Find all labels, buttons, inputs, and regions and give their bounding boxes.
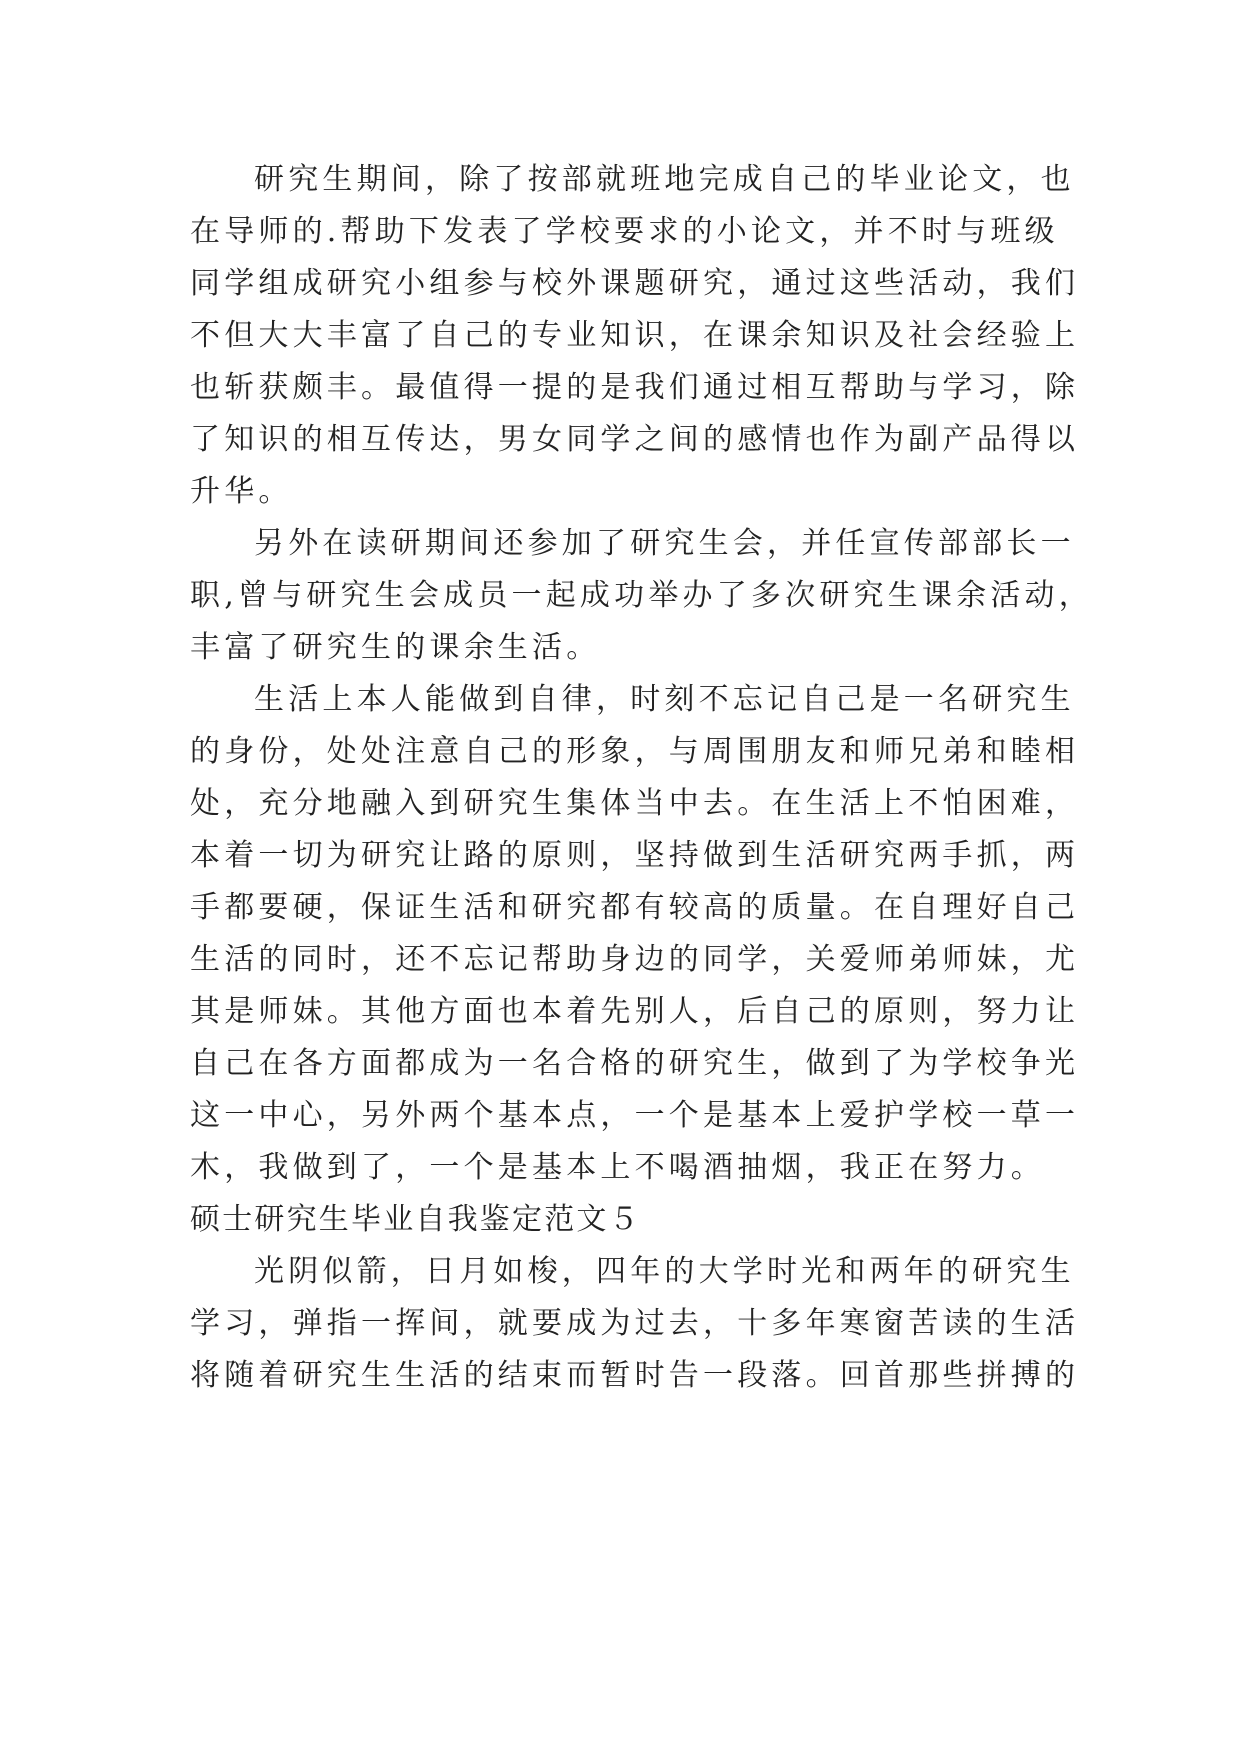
paragraph-4-line-3: 将随着研究生生活的结束而暂时告一段落。回首那些拼搏的: [190, 1358, 1080, 1393]
paragraph-1-line-2: 在导师的.帮助下发表了学校要求的小论文，并不时与班级: [190, 214, 1059, 249]
paragraph-1-line-4: 不但大大丰富了自己的专业知识，在课余知识及社会经验上: [190, 318, 1080, 353]
paragraph-3-line-10: 木，我做到了，一个是基本上不喝酒抽烟，我正在努力。: [190, 1150, 1045, 1185]
paragraph-3-line-3: 处，充分地融入到研究生集体当中去。在生活上不怕困难，: [190, 786, 1080, 821]
paragraph-1-line-6: 了知识的相互传达，男女同学之间的感情也作为副产品得以: [190, 422, 1080, 457]
paragraph-3-line-6: 生活的同时，还不忘记帮助身边的同学，关爱师弟师妹，尤: [190, 942, 1080, 977]
paragraph-3-line-8: 自己在各方面都成为一名合格的研究生，做到了为学校争光: [190, 1046, 1080, 1081]
paragraph-4-line-2: 学习，弹指一挥间，就要成为过去，十多年寒窗苦读的生活: [190, 1306, 1080, 1341]
paragraph-3-line-1: 生活上本人能做到自律，时刻不忘记自己是一名研究生: [254, 682, 1075, 717]
paragraph-3-line-7: 其是师妹。其他方面也本着先别人，后自己的原则，努力让: [190, 994, 1080, 1029]
paragraph-3-line-2: 的身份，处处注意自己的形象，与周围朋友和师兄弟和睦相: [190, 734, 1080, 769]
section-heading: 硕士研究生毕业自我鉴定范文５: [190, 1202, 641, 1237]
paragraph-1-line-3: 同学组成研究小组参与校外课题研究，通过这些活动，我们: [190, 266, 1080, 301]
paragraph-3-line-9: 这一中心，另外两个基本点，一个是基本上爱护学校一草一: [190, 1098, 1080, 1133]
paragraph-4-line-1: 光阴似箭，日月如梭，四年的大学时光和两年的研究生: [254, 1254, 1075, 1289]
paragraph-3-line-4: 本着一切为研究让路的原则，坚持做到生活研究两手抓，两: [190, 838, 1080, 873]
paragraph-2-line-3: 丰富了研究生的课余生活。: [190, 630, 601, 665]
paragraph-3-line-5: 手都要硬，保证生活和研究都有较高的质量。在自理好自己: [190, 890, 1080, 925]
paragraph-1-line-1: 研究生期间，除了按部就班地完成自己的毕业论文，也: [254, 162, 1075, 197]
paragraph-1-line-5: 也斩获颇丰。最值得一提的是我们通过相互帮助与学习，除: [190, 370, 1080, 405]
paragraph-2-line-1: 另外在读研期间还参加了研究生会，并任宣传部部长一: [254, 526, 1075, 561]
paragraph-1-line-7: 升华。: [190, 474, 293, 509]
paragraph-2-line-2: 职,曾与研究生会成员一起成功举办了多次研究生课余活动，: [190, 578, 1093, 613]
